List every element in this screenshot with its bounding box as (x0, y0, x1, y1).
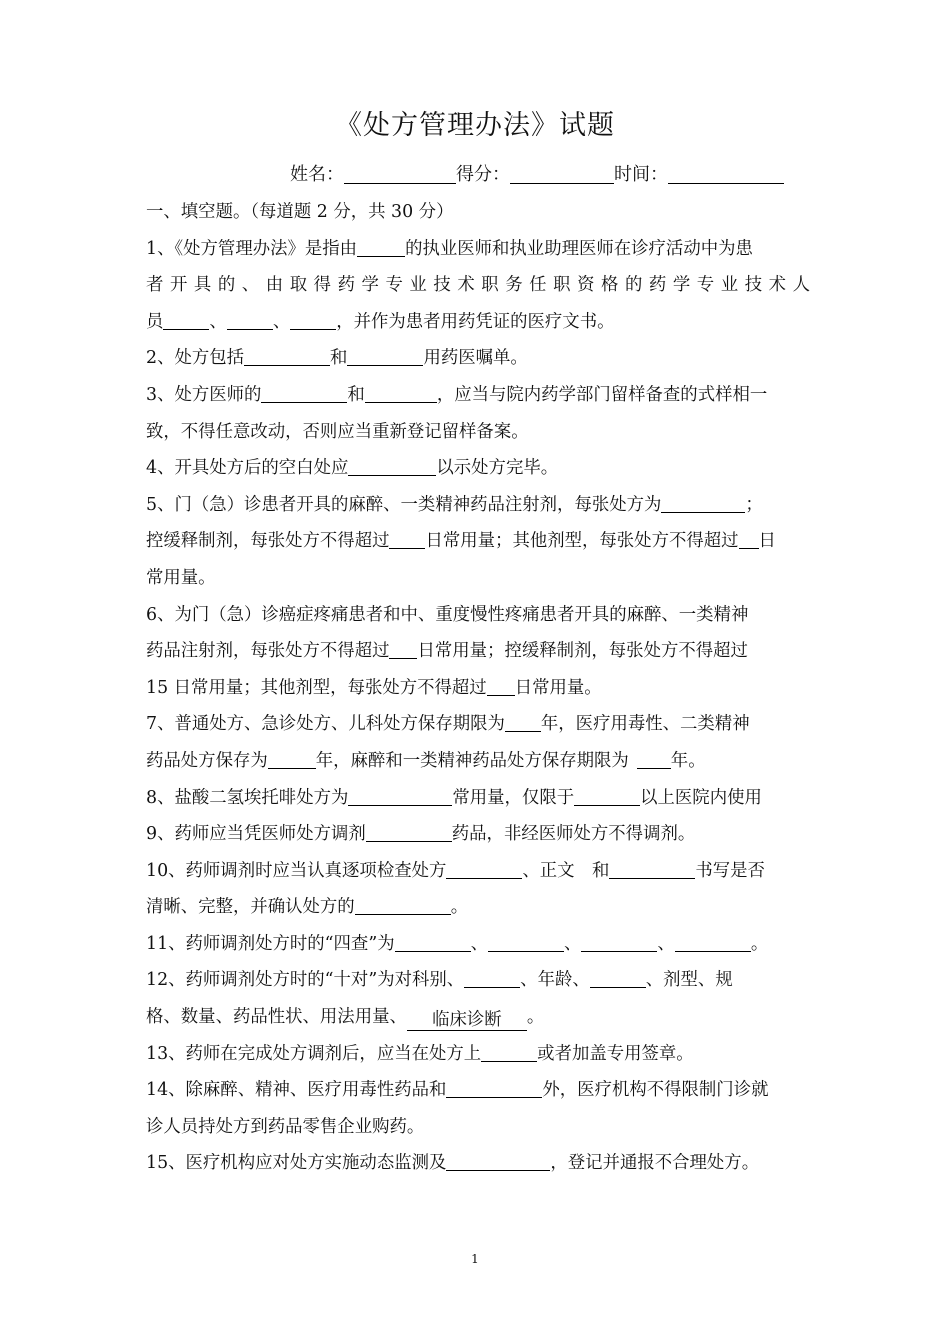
question-text: 日常用量；其他剂型，每张处方不得超过 (425, 531, 739, 552)
answer-blank[interactable] (488, 931, 564, 952)
page-number: 1 (471, 1252, 479, 1266)
answer-blank[interactable] (487, 675, 515, 696)
question-text: 员 (146, 311, 164, 332)
question-text: 12、药师调剂处方时的“十对”为对科别、 (146, 970, 465, 991)
question-text: 书写是否 (695, 860, 765, 881)
question-12-line-1 (146, 962, 810, 999)
question-15 (146, 1145, 810, 1182)
question-text: 清晰、完整，并确认处方的 (146, 897, 355, 918)
question-text: ； (745, 494, 763, 515)
answer-blank[interactable] (357, 236, 405, 257)
question-6-line-1: 6、为门（急）诊癌症疼痛患者和中、重度慢性疼痛患者开具的麻醉、一类精神 (146, 604, 749, 625)
question-text: 2、处方包括 (146, 348, 245, 369)
question-text: 外，医疗机构不得限制门诊就 (542, 1080, 769, 1101)
answer-blank[interactable] (389, 528, 425, 549)
question-text: 日常用量。 (514, 677, 602, 698)
question-text: 和 (347, 384, 365, 405)
answer-blank[interactable] (261, 382, 347, 403)
answer-blank[interactable] (163, 309, 209, 330)
question-text: 13、药师在完成处方调剂后，应当在处方上 (146, 1043, 482, 1064)
time-field[interactable] (668, 163, 784, 184)
question-1-line-2: 者开具的、由取得药学专业技术职务任职资格的药学专业技术人 (146, 275, 810, 296)
answer-blank[interactable] (290, 309, 336, 330)
answer-blank[interactable] (590, 967, 646, 988)
question-text: 控缓释制剂，每张处方不得超过 (146, 531, 390, 552)
answer-blank[interactable] (464, 967, 520, 988)
question-text: 年。 (670, 750, 706, 771)
name-label: 姓名： (290, 164, 344, 185)
question-text: 、 (209, 311, 227, 332)
question-13 (146, 1036, 810, 1073)
question-14-line-1 (146, 1072, 810, 1109)
question-text: 日常用量；控缓释制剂，每张处方不得超过 (417, 641, 748, 662)
question-text: 14、除麻醉、精神、医疗用毒性药品和 (146, 1080, 447, 1101)
question-text: 、 (657, 933, 675, 954)
answer-blank[interactable] (446, 1150, 550, 1171)
question-text: 年，医疗用毒性、二类精神 (540, 714, 750, 735)
question-text: 。 (750, 933, 769, 954)
answer-blank[interactable] (355, 894, 451, 915)
question-text: 或者加盖专用签章。 (537, 1043, 694, 1064)
answer-blank[interactable] (365, 382, 437, 403)
question-text: 用药医嘱单。 (423, 348, 528, 369)
question-text: 5、门（急）诊患者开具的麻醉、一类精神药品注射剂，每张处方为 (146, 494, 662, 515)
answer-blank[interactable] (446, 1077, 542, 1098)
question-10-line-2 (146, 889, 810, 926)
question-text: 。 (526, 1007, 545, 1028)
question-text: 药品处方保存为 (146, 750, 268, 771)
answer-blank[interactable] (505, 711, 541, 732)
question-14-line-2: 诊人员持处方到药品零售企业购药。 (146, 1116, 425, 1137)
question-text: 格、数量、药品性状、用法用量、 (146, 1007, 407, 1028)
question-text: 药品注射剂，每张处方不得超过 (146, 641, 390, 662)
answer-blank[interactable] (581, 931, 657, 952)
question-text: 以示处方完毕。 (436, 458, 559, 479)
question-10-line-1 (146, 853, 810, 890)
question-8 (146, 780, 810, 817)
answer-blank[interactable] (446, 858, 522, 879)
score-label: 得分： (456, 164, 510, 185)
answer-blank[interactable] (389, 638, 417, 659)
answer-blank[interactable] (348, 785, 452, 806)
question-text: 年，麻醉和一类精神药品处方保存期限为 (315, 750, 629, 771)
question-text: 、 (470, 933, 489, 954)
document-title: 《处方管理办法》试题 (335, 110, 615, 141)
answer-blank[interactable] (348, 455, 436, 476)
question-text: 和 (330, 348, 348, 369)
question-text: 的执业医师和执业助理医师在诊疗活动中为患 (405, 238, 753, 259)
question-6-line-3 (146, 670, 810, 707)
question-text: 4、开具处方后的空白处应 (146, 458, 349, 479)
answer-blank[interactable] (637, 748, 671, 769)
question-5-line-1 (146, 487, 810, 524)
answer-blank[interactable] (574, 785, 640, 806)
question-text: 、 (564, 933, 582, 954)
answer-blank[interactable] (244, 345, 330, 366)
question-text: 15 日常用量；其他剂型，每张处方不得超过 (146, 677, 487, 698)
answer-blank[interactable] (739, 528, 759, 549)
question-text: 11、药师调剂处方时的“四查”为 (146, 933, 395, 954)
answer-blank[interactable] (661, 492, 745, 513)
question-text: 、 (272, 311, 291, 332)
answer-blank[interactable] (268, 748, 316, 769)
question-3-line-1 (146, 377, 810, 414)
question-9 (146, 816, 810, 853)
question-text: 常用量，仅限于 (452, 787, 575, 808)
question-1-line-3 (146, 304, 810, 341)
answer-blank[interactable] (347, 345, 423, 366)
answer-blank[interactable] (227, 309, 273, 330)
question-text: 8、盐酸二氢埃托啡处方为 (146, 787, 349, 808)
question-text: 药品，非经医师处方不得调剂。 (451, 824, 696, 845)
answer-blank[interactable] (395, 931, 471, 952)
question-3-line-2: 致，不得任意改动，否则应当重新登记留样备案。 (146, 421, 529, 442)
question-text: 以上医院内使用 (640, 787, 762, 808)
time-label: 时间： (614, 164, 668, 185)
question-7-line-1 (146, 706, 810, 743)
question-1-line-1 (146, 231, 810, 268)
question-text: 、正文 和 (522, 860, 610, 881)
question-text: 、剂型、规 (645, 970, 733, 991)
header-info (290, 160, 784, 186)
score-field[interactable] (510, 163, 614, 184)
question-text: 。 (450, 897, 469, 918)
question-text: 1、《处方管理办法》是指由 (146, 238, 358, 259)
question-text: 7、普通处方、急诊处方、儿科处方保存期限为 (146, 714, 505, 735)
section-heading: 一、填空题。（每道题 2 分，共 30 分） (146, 202, 454, 222)
question-5-line-3: 常用量。 (146, 567, 216, 588)
answer-blank[interactable] (675, 931, 751, 952)
question-11 (146, 926, 810, 963)
question-text: 15、医疗机构应对处方实施动态监测及 (146, 1153, 447, 1174)
question-text: 9、药师应当凭医师处方调剂 (146, 824, 366, 845)
question-text: 3、处方医师的 (146, 384, 262, 405)
answer-blank[interactable] (609, 858, 695, 879)
question-text: 10、药师调剂时应当认真逐项检查处方 (146, 860, 447, 881)
question-4 (146, 450, 810, 487)
answer-blank[interactable] (481, 1041, 537, 1062)
question-6-line-2 (146, 633, 810, 670)
question-12-line-2 (146, 999, 810, 1036)
name-field[interactable] (344, 163, 456, 184)
filled-answer[interactable]: 临床诊断 (407, 1010, 527, 1031)
question-2 (146, 340, 810, 377)
answer-blank[interactable] (366, 821, 452, 842)
question-text: 日 (758, 531, 776, 552)
question-7-line-2 (146, 743, 810, 780)
question-text: ，应当与院内药学部门留样备查的式样相一 (436, 384, 768, 405)
question-list (146, 194, 810, 1182)
question-text: 、年龄、 (520, 970, 590, 991)
question-text: ，登记并通报不合理处方。 (550, 1153, 760, 1174)
question-text: ，并作为患者用药凭证的医疗文书。 (336, 311, 615, 332)
question-5-line-2 (146, 523, 810, 560)
